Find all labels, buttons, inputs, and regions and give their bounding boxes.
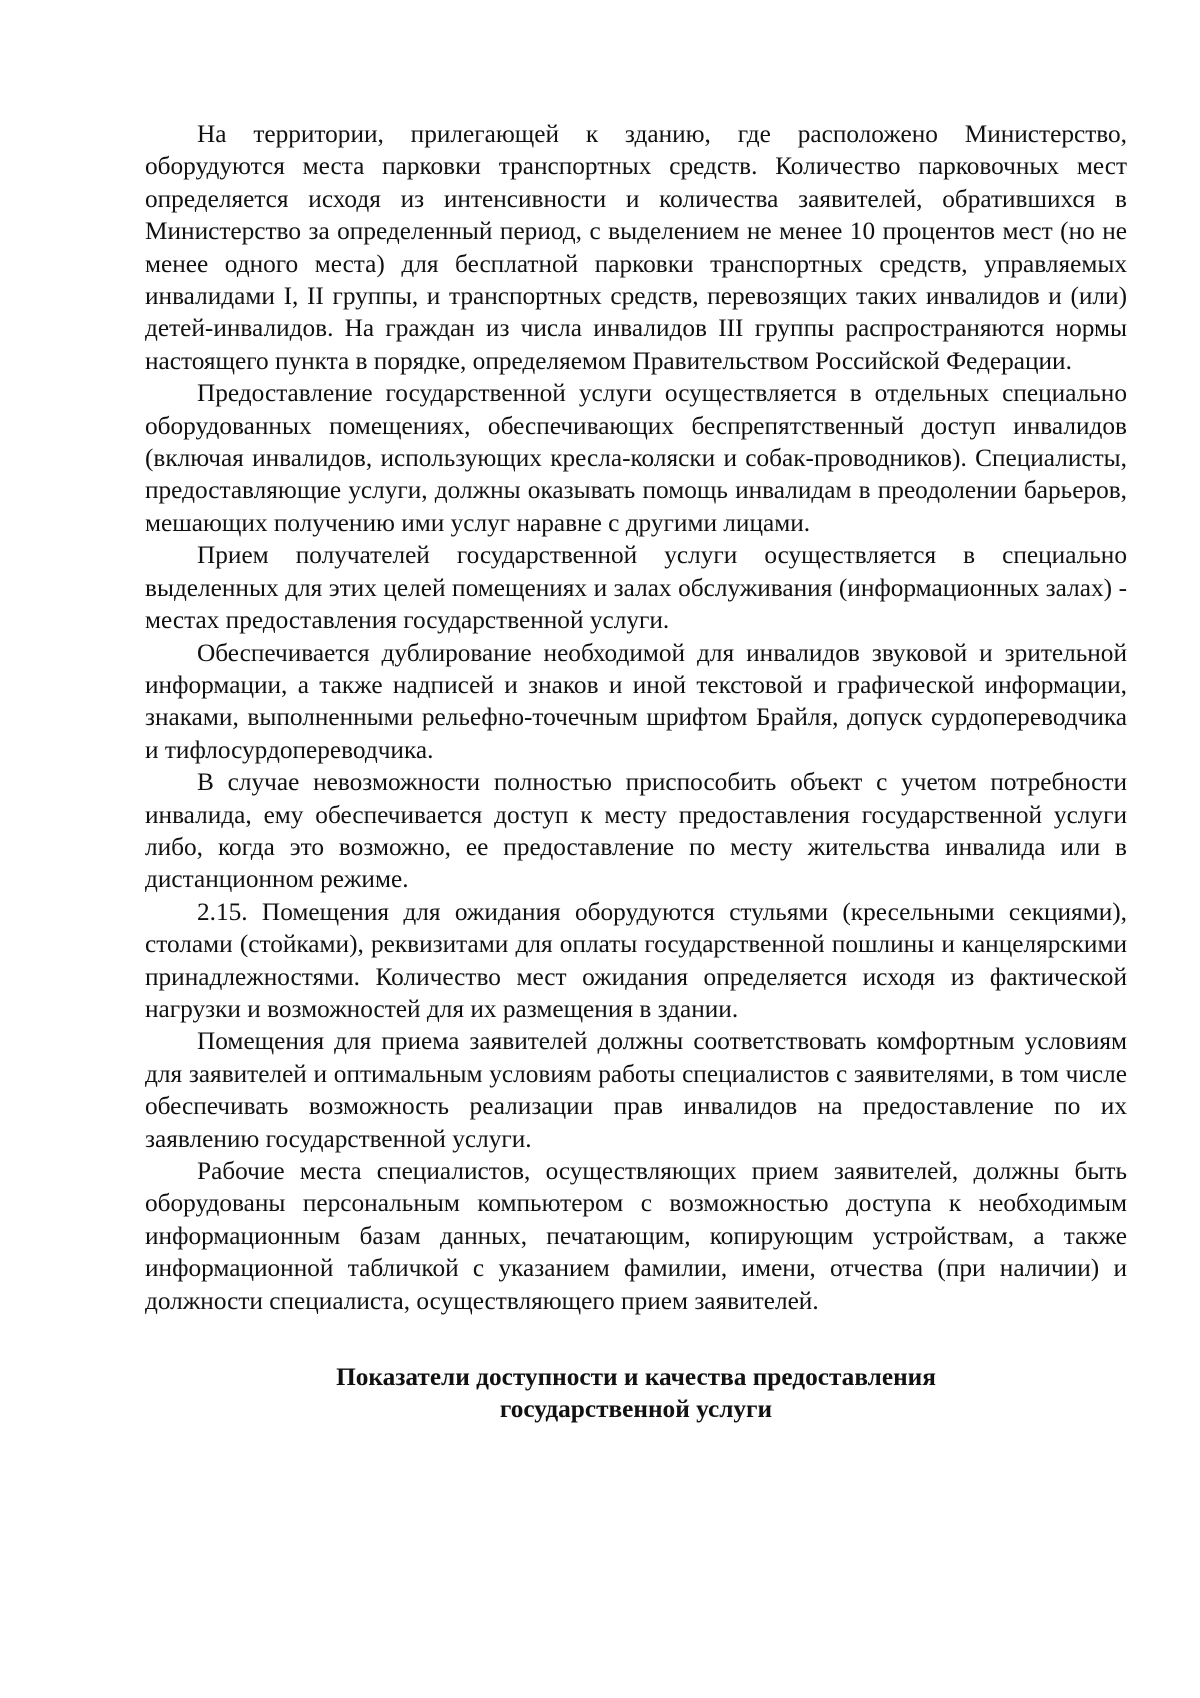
document-body [145, 118, 1127, 1425]
section-heading-line-2: государственной услуги [499, 1395, 773, 1424]
section-heading [145, 1361, 1127, 1425]
paragraph-information-duplication: Обеспечивается дублирование необходимой для инвалидов звуковой и зрительной информации, а также надписей и знаков и иной текстовой и графической информации, знаками, выполненными рельефно-точечным шрифтом Брайля, допуск сурдопереводчика и тифлосурдопереводчика. [145, 638, 1127, 764]
paragraph-workplaces: Рабочие места специалистов, осуществляющих прием заявителей, должны быть оборудованы персональным компьютером с возможностью доступа к необходимым информационным базам данных, печатающим, копирующим устройствам, а также информационной табличкой с указанием фамилии, имени, отчества (при наличии) и должности специалиста, осуществляющего прием заявителей. [145, 1157, 1127, 1315]
paragraph-remote-service: В случае невозможности полностью приспособить объект с учетом потребности инвалида, ему обеспечивается доступ к месту предоставления государственной услуги либо, когда это возможно, ее предоставление по месту жительства инвалида или в дистанционном режиме. [145, 768, 1127, 894]
section-heading-line-1: Показатели доступности и качества предоставления [336, 1363, 936, 1392]
paragraph-premises-access: Предоставление государственной услуги осуществляется в отдельных специально оборудованных помещениях, обеспечивающих беспрепятственный доступ инвалидов (включая инвалидов, использующих кресла-коляски и собак-проводников). Специалисты, предоставляющие услуги, должны оказывать помощь инвалидам в преодолении барьеров, мешающих получению ими услуг наравне с другими лицами. [145, 379, 1127, 537]
paragraph-waiting-areas: 2.15. Помещения для ожидания оборудуются стульями (кресельными секциями), столами (стойками), реквизитами для оплаты государственной пошлины и канцелярскими принадлежностями. Количество мест ожидания определяется исходя из фактической нагрузки и возможностей для их размещения в здании. [145, 897, 1127, 1023]
paragraph-reception-halls: Прием получателей государственной услуги осуществляется в специально выделенных для этих целей помещениях и залах обслуживания (информационных залах) - местах предоставления государственной услуги. [145, 541, 1127, 635]
paragraph-parking: На территории, прилегающей к зданию, где расположено Министерство, оборудуются места парковки транспортных средств. Количество парковочных мест определяется исходя из интенсивности и количества заявителей, обратившихся в Министерство за определенный период, с выделением не менее 10 процентов мест (но не менее одного места) для бесплатной парковки транспортных средств, управляемых инвалидами I, II группы, и транспортных средств, перевозящих таких инвалидов и (или) детей-инвалидов. На граждан из числа инвалидов III группы распространяются нормы настоящего пункта в порядке, определяемом Правительством Российской Федерации. [145, 120, 1127, 375]
paragraph-reception-rooms: Помещения для приема заявителей должны соответствовать комфортным условиям для заявителей и оптимальным условиям работы специалистов с заявителями, в том числе обеспечивать возможность реализации прав инвалидов на предоставление по их заявлению государственной услуги. [145, 1027, 1127, 1153]
